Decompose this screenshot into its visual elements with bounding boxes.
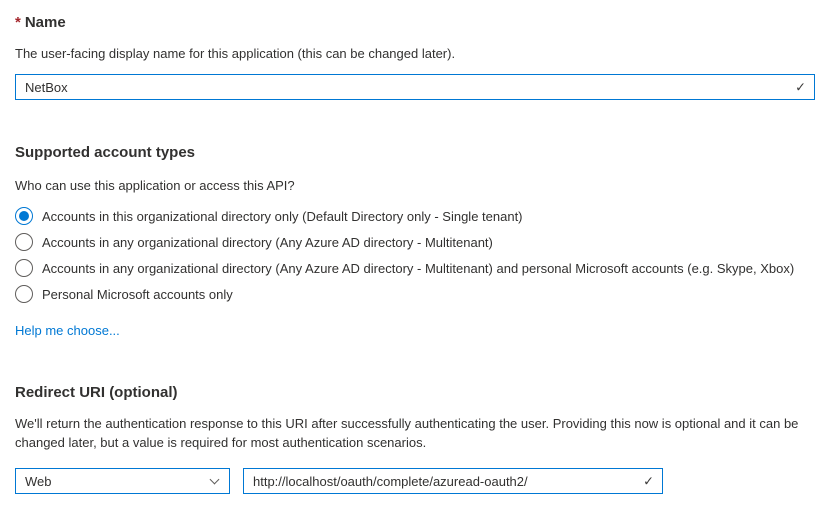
account-type-option-single-tenant[interactable] [15, 203, 815, 229]
radio-dot [19, 263, 29, 273]
redirect-uri-description: We'll return the authentication response to this URI after successfully authenticating the user. Providing this now is optional and it can be changed later, but a value is required for most authentication scenarios. [15, 416, 799, 450]
redirect-uri-input[interactable] [243, 468, 663, 494]
account-types-question: Who can use this application or access this API? [15, 178, 295, 193]
name-heading [15, 12, 815, 33]
validation-check-icon: ✓ [795, 79, 806, 95]
radio-dot [19, 289, 29, 299]
radio-button[interactable] [15, 233, 33, 251]
account-type-option-label: Accounts in any organizational directory (Any Azure AD directory - Multitenant) [42, 234, 493, 250]
help-me-choose-link[interactable]: Help me choose... [15, 323, 120, 338]
name-description: The user-facing display name for this application (this can be changed later). [15, 46, 456, 61]
radio-dot [19, 211, 29, 221]
name-heading-label: Name [24, 14, 66, 31]
platform-select-value: Web [25, 473, 52, 489]
validation-check-icon: ✓ [643, 473, 654, 489]
redirect-uri-controls [15, 468, 815, 494]
radio-button[interactable] [15, 207, 33, 225]
radio-dot [19, 237, 29, 247]
account-type-option-multitenant-personal[interactable] [15, 255, 815, 281]
required-asterisk: * [15, 14, 21, 31]
radio-button[interactable] [15, 259, 33, 277]
name-input[interactable] [15, 74, 815, 100]
name-section [15, 12, 815, 100]
redirect-uri-section [15, 382, 815, 494]
account-type-option-personal-only[interactable] [15, 281, 815, 307]
account-type-option-multitenant[interactable] [15, 229, 815, 255]
account-type-option-label: Accounts in any organizational directory (Any Azure AD directory - Multitenant) and personal Microsoft accounts (e.g. Skype, Xbox) [42, 260, 795, 276]
name-field [15, 74, 815, 100]
account-type-radio-group [15, 203, 815, 307]
account-type-option-label: Accounts in this organizational directory only (Default Directory only - Single tenant) [42, 208, 523, 224]
account-type-option-label: Personal Microsoft accounts only [42, 286, 233, 302]
chevron-down-icon [210, 475, 220, 485]
redirect-uri-heading: Redirect URI (optional) [15, 384, 178, 401]
supported-account-types-section [15, 142, 815, 338]
radio-button[interactable] [15, 285, 33, 303]
supported-account-types-heading: Supported account types [15, 144, 196, 161]
app-registration-form [15, 12, 815, 494]
platform-select[interactable] [15, 468, 230, 494]
redirect-uri-field [243, 468, 663, 494]
